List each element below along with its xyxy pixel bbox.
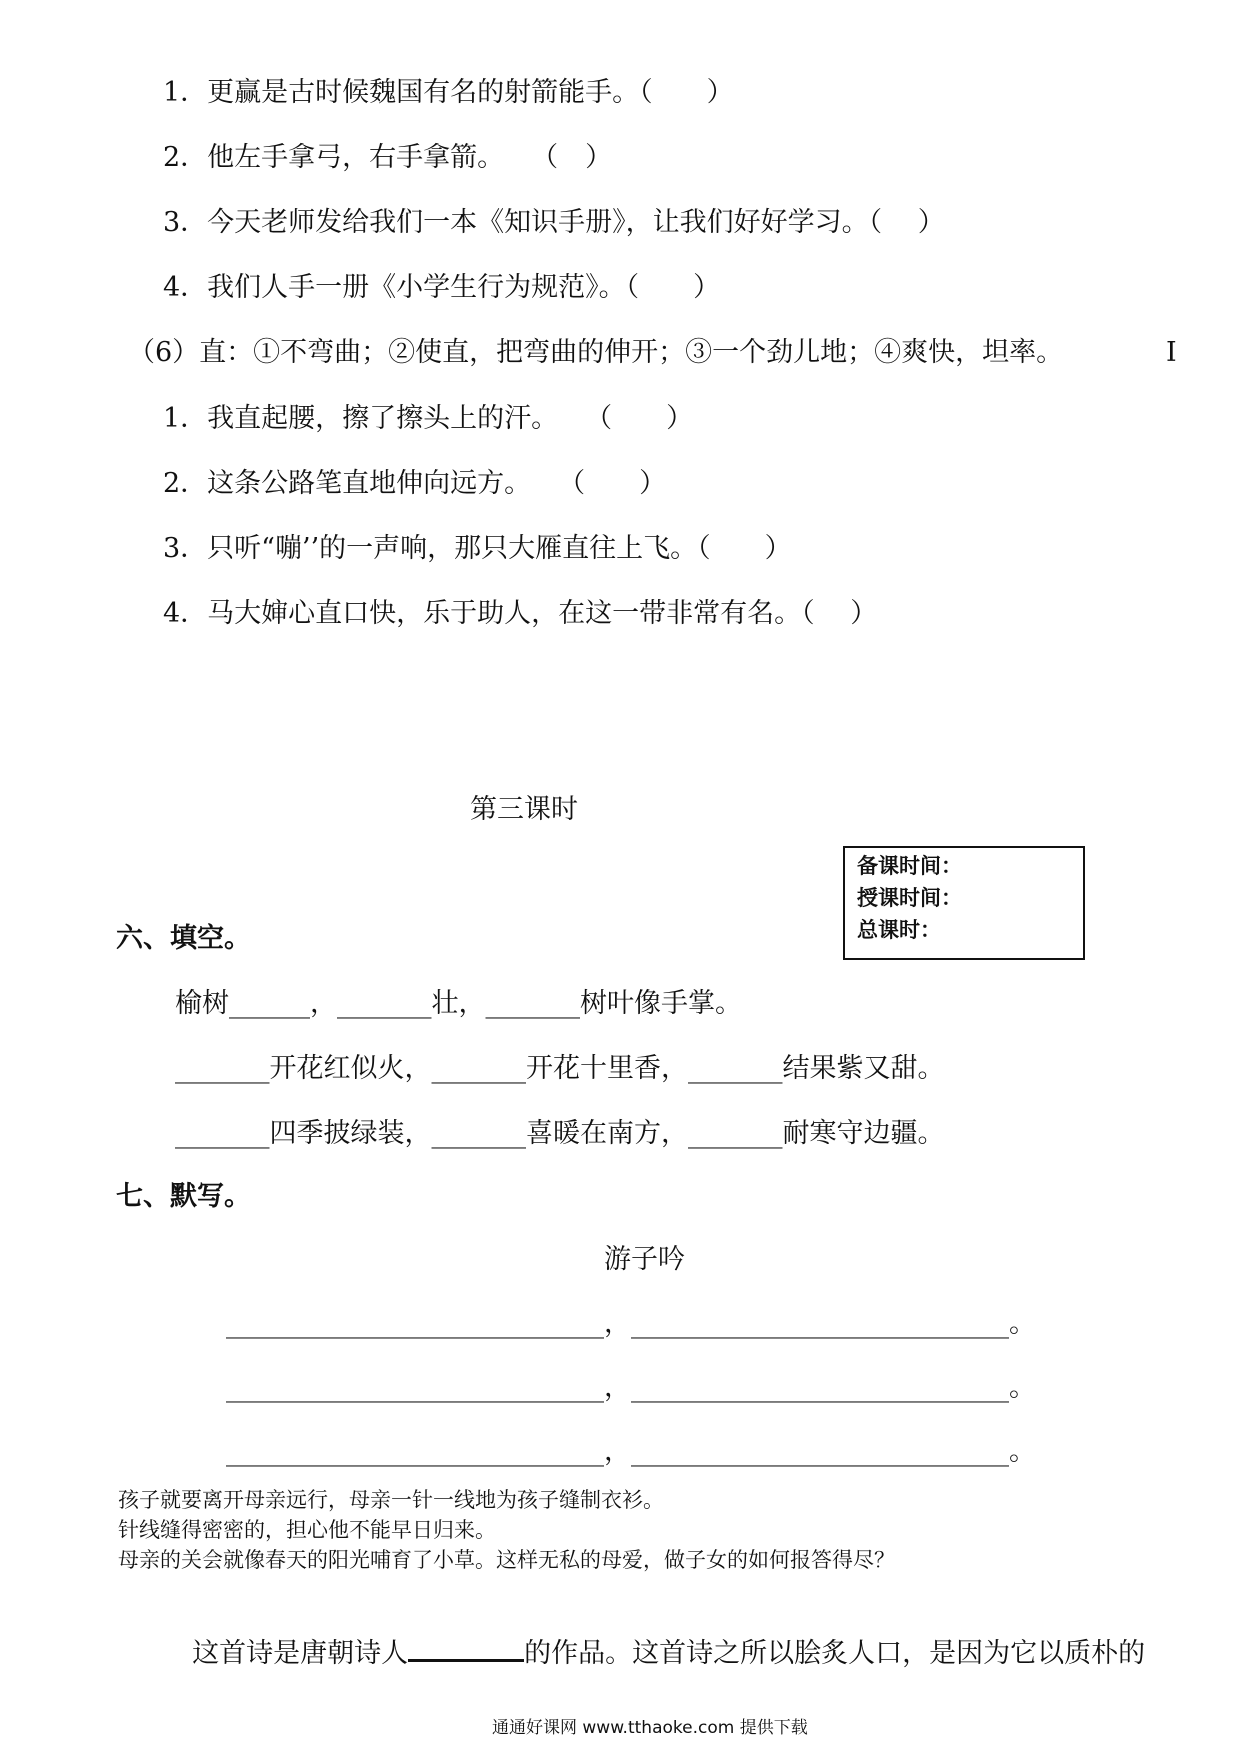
poem-blank-line-1: ____________________________，____________________________。 [226, 1308, 1036, 1339]
poem-note-1: 孩子就要离开母亲远行，母亲一针一线地为孩子缝制衣衫。 [118, 1488, 664, 1512]
poem-question-end: 的作品。这首诗之所以脍炙人口，是因为它以质朴的 [524, 1638, 1146, 1669]
lesson-title: 第三课时 [470, 794, 578, 825]
sentence-2: 2．他左手拿弓，右手拿箭。 （ ） [163, 142, 613, 173]
poem-blank-line-3: ____________________________，____________________________。 [226, 1436, 1036, 1467]
sentence-4: 4．我们人手一册《小学生行为规范》。（ ） [163, 272, 721, 303]
definition-zhi: （6）直：①不弯曲；②使直，把弯曲的伸开；③一个劲儿地；④爽快，坦率。 [128, 337, 1064, 368]
section-6-heading: 六、填空。 [116, 923, 251, 954]
zhi-sentence-4: 4．马大婶心直口快，乐于助人，在这一带非常有名。（ ） [163, 598, 878, 629]
footer-source: 通通好课网 www.tthaoke.com 提供下载 [492, 1718, 808, 1738]
poem-blank-line-2: ____________________________，____________________________。 [226, 1372, 1036, 1403]
lesson-plan-box [843, 846, 1085, 960]
zhi-sentence-3: 3．只听“嘣’’的一声响，那只大雁直往上飞。（ ） [163, 533, 792, 564]
zhi-sentence-2: 2．这条公路笔直地伸向远方。 （ ） [163, 468, 667, 499]
poet-answer-blank[interactable] [408, 1633, 524, 1662]
poem-title: 游子吟 [604, 1244, 685, 1275]
poem-question [175, 1599, 1145, 1671]
section-7-heading: 七、默写。 [116, 1181, 251, 1212]
total-hours-label: 总课时： [857, 918, 941, 942]
poem-note-2: 针线缝得密密的，担心他不能早日归来。 [118, 1518, 496, 1542]
fill-line-1: 榆树______，_______壮，_______树叶像手掌。 [175, 988, 742, 1019]
sentence-1: 1．更赢是古时候魏国有名的射箭能手。（ ） [163, 77, 734, 108]
margin-mark: I [1166, 337, 1177, 368]
sentence-3: 3．今天老师发给我们一本《知识手册》，让我们好好学习。（ ） [163, 207, 945, 238]
fill-line-2: _______开花红似火，_______开花十里香，_______结果紫又甜。 [175, 1053, 945, 1084]
poem-note-3: 母亲的关会就像春天的阳光哺育了小草。这样无私的母爱，做子女的如何报答得尽？ [118, 1548, 895, 1572]
poem-question-start: 这首诗是唐朝诗人 [192, 1638, 409, 1669]
zhi-sentence-1: 1．我直起腰，擦了擦头上的汗。 （ ） [163, 403, 694, 434]
fill-line-3: _______四季披绿装，_______喜暖在南方，_______耐寒守边疆。 [175, 1118, 945, 1149]
teach-time-label: 授课时间： [857, 886, 962, 910]
prep-time-label: 备课时间： [857, 854, 962, 878]
